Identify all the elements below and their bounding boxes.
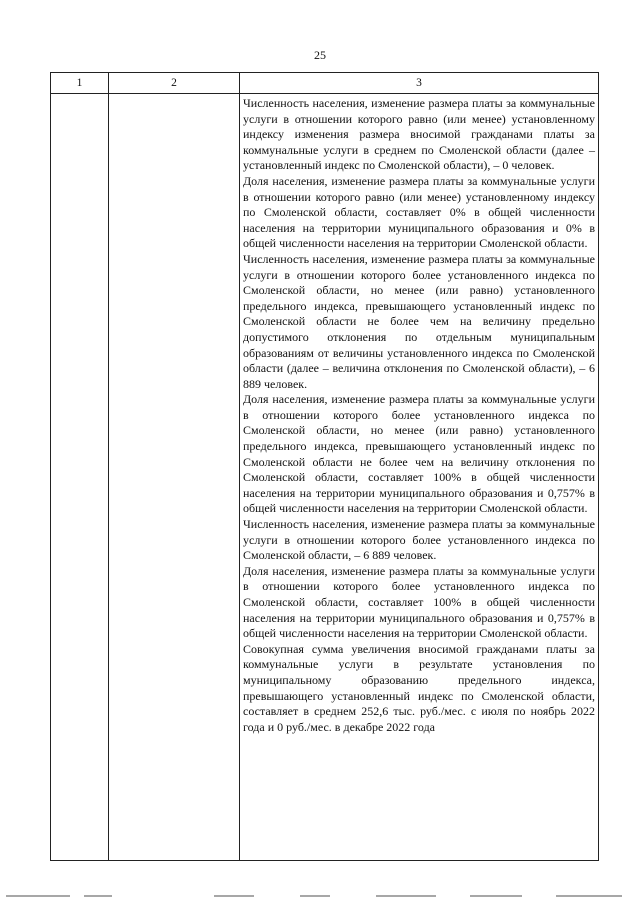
paragraph-resident-share-within-deviation: Доля населения, изменение размера платы за коммунальные услуги в отношении которого более установленного индекса по Смоленской области, но менее (или равно) установленного предельного индекса, превышающего установленный индекс по Смоленской области не более чем на величину отклонения по Смоленской области, составляет 100% в общей численности населения на территории муниципального образования и 0,757% в общей численности населения на территории Смоленской области. xyxy=(243,392,595,516)
paragraph-resident-share-at-index: Доля населения, изменение размера платы за коммунальные услуги в отношении которого равно (или менее) установленному индексу по Смоленской области, составляет 0% в общей численности населения на территории муниципального образования и 0% в общей численности населения на территории Смоленской области. xyxy=(243,173,595,251)
column-1-cell xyxy=(51,94,109,861)
page-number: 25 xyxy=(314,48,326,62)
content-table xyxy=(50,72,599,861)
paragraph-resident-share-above-index: Доля населения, изменение размера платы за коммунальные услуги в отношении которого более установленного индекса по Смоленской области, составляет 100% в общей численности населения на территории муниципального образования и 0,757% в общей численности населения на территории Смоленской области. xyxy=(243,563,595,641)
column-header-3: 3 xyxy=(240,73,599,94)
column-3-cell xyxy=(240,94,599,861)
scan-artifact-marks xyxy=(0,880,640,905)
paragraph-total-payment-increase: Совокупная сумма увеличения вносимой гражданами платы за коммунальные услуги в результате установления по муниципальному образованию предельного индекса, превышающего установленный индекс по Смоленской области, составляет в среднем 252,6 тыс. руб./мес. с июля по ноябрь 2022 года и 0 руб./мес. в декабре 2022 года xyxy=(243,641,595,734)
paragraph-resident-count-at-index: Численность населения, изменение размера платы за коммунальные услуги в отношении которого равно (или менее) установленному индексу изменения размера вносимой гражданами платы за коммунальные услуги в среднем по Смоленской области (далее – установленный индекс по Смоленской области), – 0 человек. xyxy=(243,96,595,173)
paragraph-resident-count-above-index: Численность населения, изменение размера платы за коммунальные услуги в отношении которого более установленного индекса по Смоленской области, – 6 889 человек. xyxy=(243,517,595,563)
table-header-row xyxy=(51,73,599,94)
column-2-cell xyxy=(109,94,240,861)
table-body-row xyxy=(51,94,599,861)
paragraph-resident-count-within-deviation: Численность населения, изменение размера платы за коммунальные услуги в отношении которого более установленного индекса по Смоленской области, но менее (или равно) установленного предельного индекса, превышающего установленный индекс по Смоленской области не более чем на величину предельно допустимого отклонения по отдельным муниципальным образованиям от величины установленного индекса по Смоленской области (далее – величина отклонения по Смоленской области), – 6 889 человек. xyxy=(243,251,595,391)
column-header-1: 1 xyxy=(51,73,109,94)
cell-text xyxy=(240,94,598,735)
column-header-2: 2 xyxy=(109,73,240,94)
